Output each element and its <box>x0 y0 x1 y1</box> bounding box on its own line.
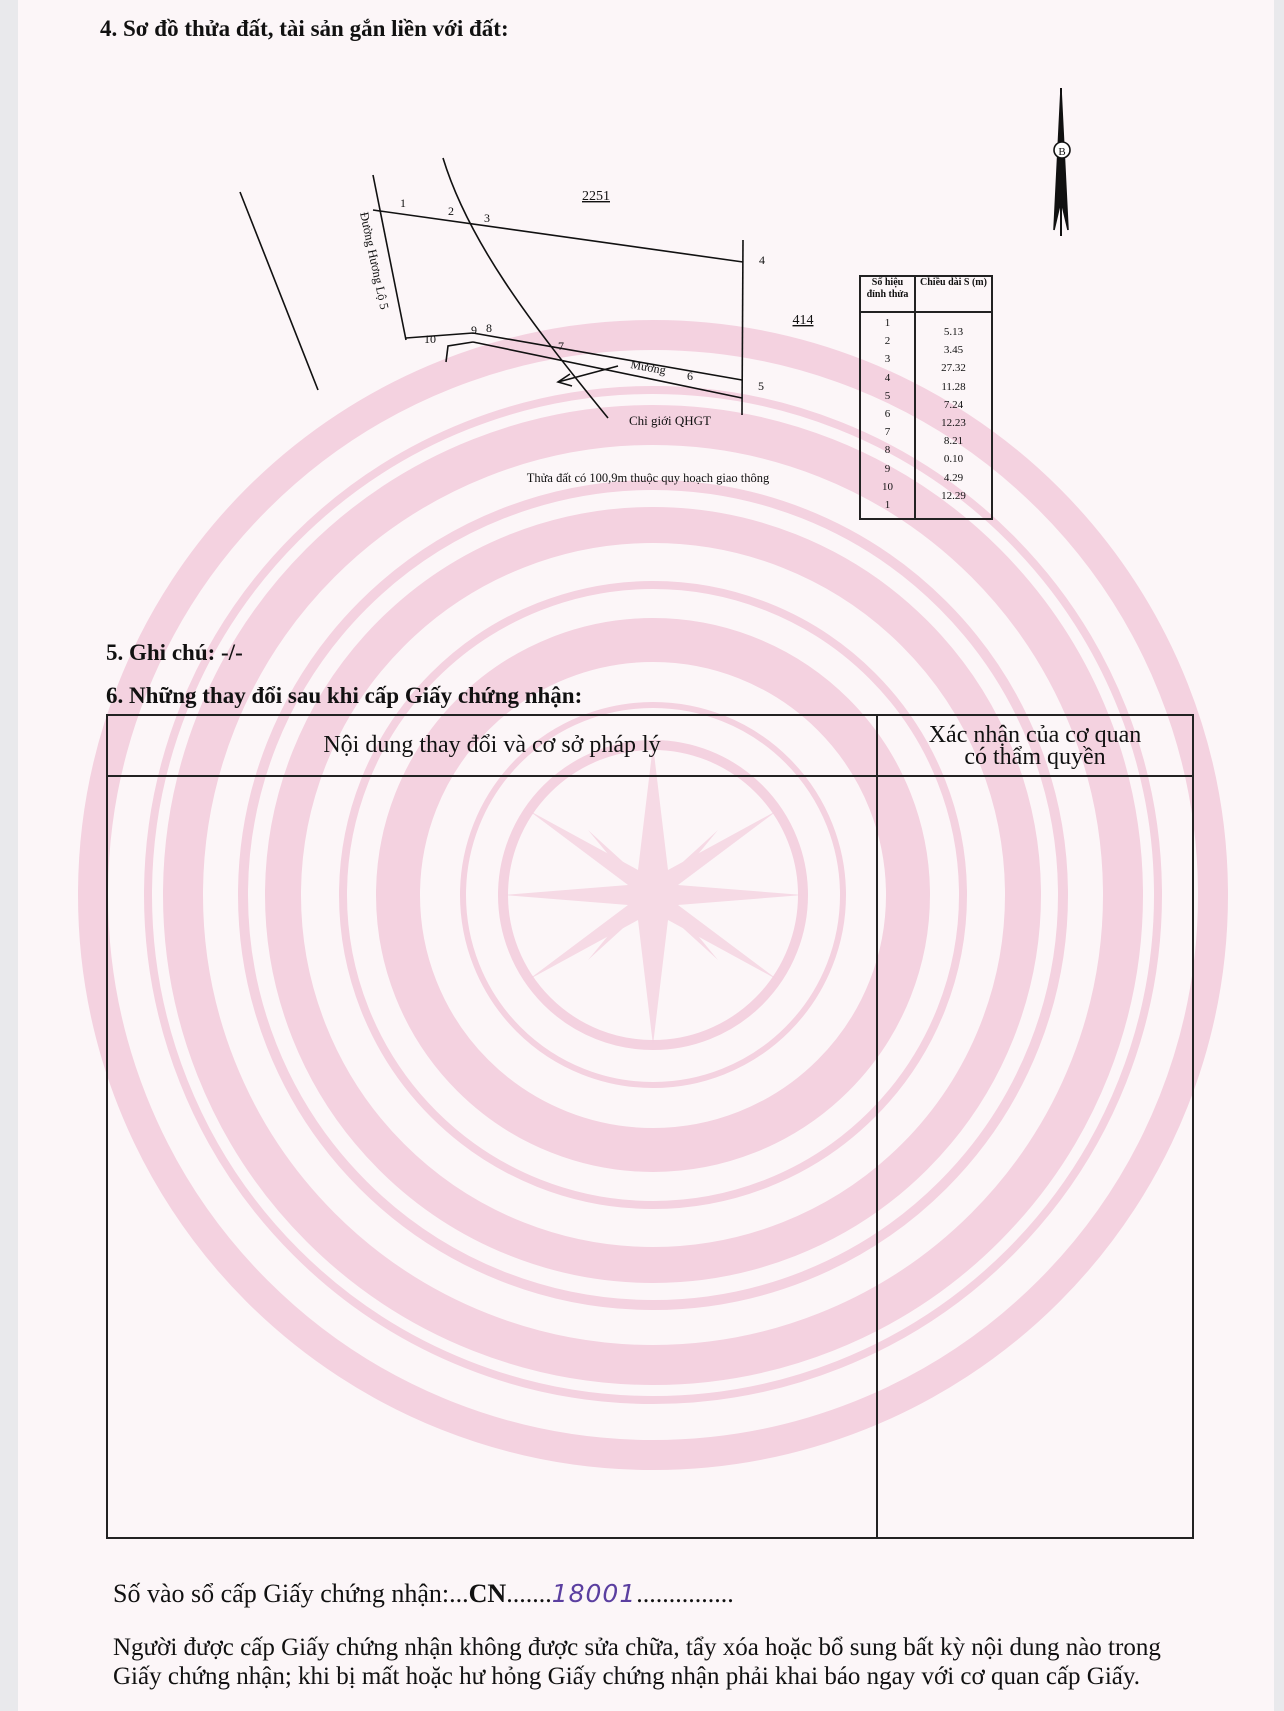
length-table-length: 8.21 <box>943 435 964 448</box>
registry-handwritten-number: 18001 <box>551 1579 637 1608</box>
length-table-point: 4 <box>884 371 891 384</box>
registry-number-line: Số vào sổ cấp Giấy chứng nhận:...CN.......18001............... <box>113 1579 734 1608</box>
point-2-label: 2 <box>448 204 454 218</box>
parcel-north-boundary <box>373 210 743 262</box>
length-table-point: 1 <box>884 317 891 329</box>
length-table-length: 0.10 <box>943 453 964 466</box>
registry-prefix: CN <box>468 1579 507 1608</box>
length-table-length: 7.24 <box>943 398 964 411</box>
length-table-point: 9 <box>884 462 891 475</box>
registry-label: Số vào sổ cấp Giấy chứng nhận:... <box>113 1579 469 1608</box>
length-table-point: 3 <box>884 353 891 366</box>
confirmation-header-line2: có thẩm quyền <box>964 744 1106 770</box>
length-table-header-point: Số hiệu đỉnh thửa <box>861 277 916 311</box>
length-table-length: 12.29 <box>941 489 966 502</box>
point-9-label: 9 <box>471 323 477 337</box>
parcel-east-boundary <box>742 240 743 415</box>
length-table-point: 10 <box>882 480 893 493</box>
length-table-point: 6 <box>884 408 891 420</box>
edge-length-table <box>859 275 993 520</box>
road-name-label: Đường Hương Lộ 5 <box>357 210 392 311</box>
canal-upper-line <box>473 333 742 380</box>
length-table-point: 1 <box>884 499 891 511</box>
length-table-length: 12.23 <box>941 417 966 429</box>
planning-note: Thửa đất có 100,9m thuộc quy hoạch giao thông <box>526 471 770 485</box>
point-1-label: 1 <box>400 196 406 210</box>
canal-flow-arrow <box>558 366 618 382</box>
length-table-point: 5 <box>884 389 891 402</box>
canal-west-edge <box>446 342 473 362</box>
length-table-header-length: Chiều dài S (m) <box>920 277 987 288</box>
length-table-length: 3.45 <box>943 344 964 357</box>
parcel-south-west-boundary <box>406 333 473 338</box>
section-5-note: 5. Ghi chú: -/- <box>106 640 243 665</box>
parcel-2251-label: 2251 <box>582 189 610 204</box>
length-table-point: 2 <box>884 335 891 348</box>
point-7-label: 7 <box>558 339 564 353</box>
changes-col-content-header: Nội dung thay đổi và cơ sở pháp lý <box>323 732 661 758</box>
point-4-label: 4 <box>759 253 765 267</box>
section-6-title: 6. Những thay đổi sau khi cấp Giấy chứng nhận: <box>106 683 583 708</box>
land-parcel-diagram <box>18 0 1274 560</box>
point-5-label: 5 <box>758 379 764 393</box>
north-symbol: B <box>1058 146 1066 158</box>
length-table-length: 5.13 <box>943 326 964 338</box>
canal-label: Mương <box>629 357 667 378</box>
length-table-length: 11.28 <box>941 380 966 393</box>
planning-boundary-label: Chỉ giới QHGT <box>629 413 711 428</box>
length-table-length: 4.29 <box>943 471 964 484</box>
road-edge-line <box>240 192 318 390</box>
point-6-label: 6 <box>687 369 693 383</box>
certificate-page <box>18 0 1274 1711</box>
changes-table <box>106 714 1194 1539</box>
confirmation-header-line1: Xác nhận của cơ quan <box>928 722 1142 748</box>
parcel-414-label: 414 <box>792 313 814 328</box>
length-table-length: 27.32 <box>941 362 966 375</box>
canal-lower-line <box>473 342 742 398</box>
footer-note-line2: Giấy chứng nhận; khi bị mất hoặc hư hỏng Giấy chứng nhận phải khai báo ngay với cơ quan cấp Giấy. <box>113 1663 1141 1690</box>
footer-note-line1: Người được cấp Giấy chứng nhận không được sửa chữa, tẩy xóa hoặc bổ sung bất kỳ nội dung nào trong <box>113 1634 1161 1661</box>
point-10-label: 10 <box>424 332 436 346</box>
length-table-point: 8 <box>884 444 891 457</box>
length-table-point-column <box>861 313 916 518</box>
length-table-point: 7 <box>884 426 891 439</box>
section-4-title: 4. Sơ đồ thửa đất, tài sản gắn liền với đất: <box>100 16 509 41</box>
point-3-label: 3 <box>484 211 490 225</box>
point-8-label: 8 <box>486 321 492 335</box>
length-table-length-column <box>916 313 991 518</box>
changes-col-confirmation-header <box>878 724 1192 768</box>
